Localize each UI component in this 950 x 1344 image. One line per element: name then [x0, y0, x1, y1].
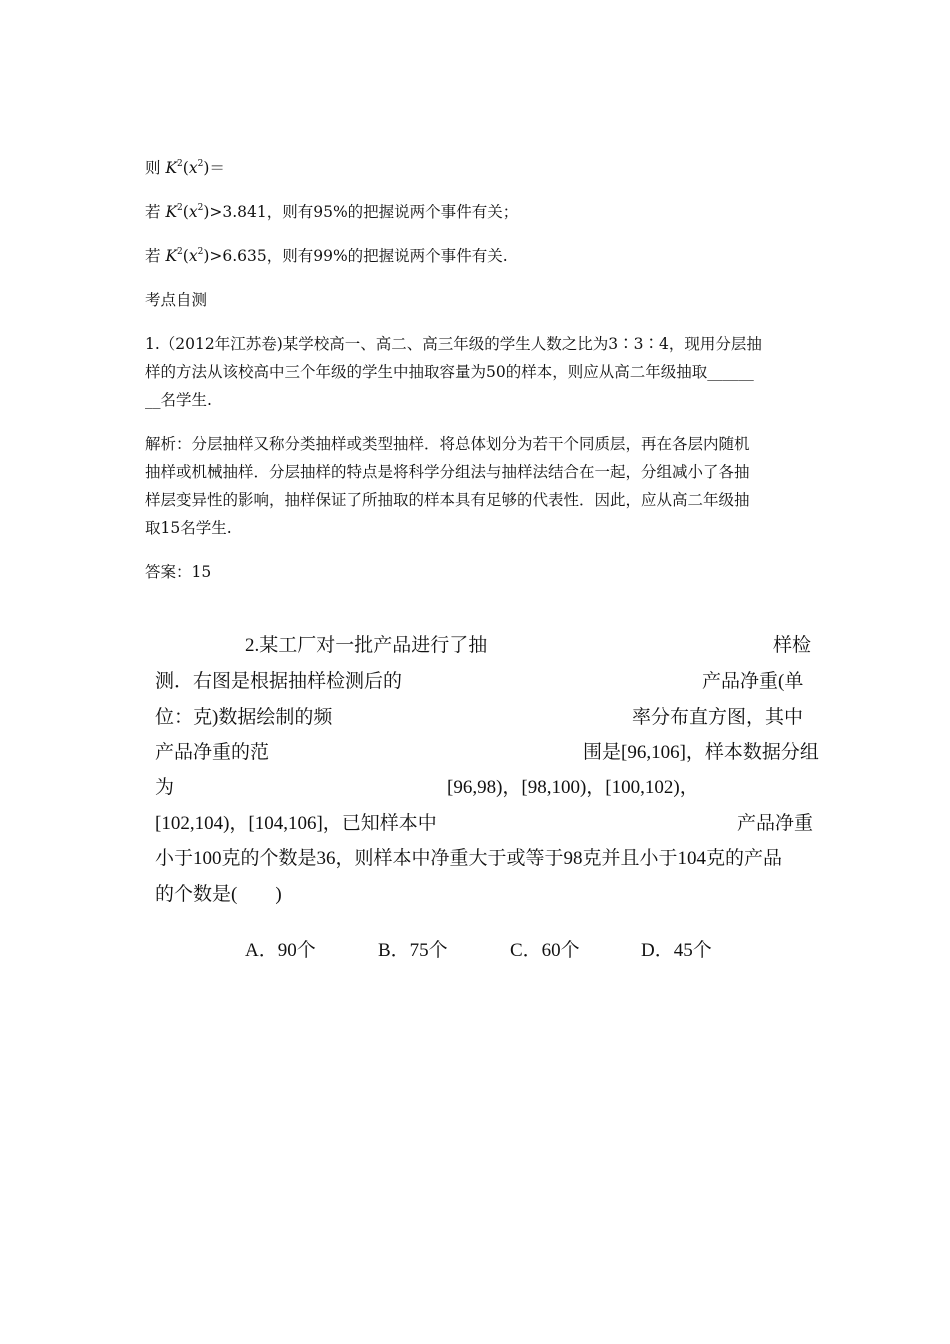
analysis-line-3: 样层变异性的影响，抽样保证了所抽取的样本具有足够的代表性．因此，应从高二年级抽	[145, 491, 750, 509]
x-symbol: x	[188, 203, 198, 221]
k2-prefix: 则	[145, 159, 166, 177]
paren-open: (	[182, 203, 189, 221]
x-exponent: 2	[197, 247, 204, 257]
paren-close: )	[203, 203, 210, 221]
q2-line-7: 小于100克的个数是36，则样本中净重大于或等于98克并且小于104克的产品	[155, 848, 783, 869]
analysis-line-4: 取15名学生.	[145, 519, 232, 537]
analysis-line-2: 抽样或机械抽样．分层抽样的特点是将科学分组法与抽样法结合在一起，分组减小了各抽	[145, 463, 750, 481]
x-exponent: 2	[197, 203, 204, 213]
rule-95-line	[145, 200, 518, 222]
k2-symbol: K	[165, 203, 178, 221]
q2-line-6-right: 产品净重	[737, 813, 814, 834]
k2-formula-line	[145, 156, 225, 178]
k2-exponent: 2	[177, 159, 183, 169]
paren-close: )	[203, 247, 210, 265]
x-symbol: x	[188, 247, 198, 265]
q2-line-1-right: 样检	[773, 635, 812, 656]
k2-suffix: ＝	[209, 159, 225, 177]
q2-line-1-left: 2.某工厂对一批产品进行了抽	[245, 635, 488, 656]
k2-exponent: 2	[177, 247, 183, 257]
option-d[interactable]: D．45个	[641, 940, 712, 961]
k2-symbol: K	[165, 247, 178, 265]
q1-line-2: 样的方法从该校高中三个年级的学生中抽取容量为50的样本，则应从高二年级抽取______	[145, 363, 754, 381]
q2-line-5-right: [96,98)，[98,100)，[100,102)，	[447, 777, 699, 798]
k2-exponent: 2	[177, 203, 183, 213]
answer-text: 答案：15	[145, 563, 212, 581]
q1-line-3: __名学生.	[145, 391, 212, 409]
paren-close: )	[203, 159, 210, 177]
rule-99-text: >6.635，则有99%的把握说两个事件有关.	[209, 247, 508, 265]
x-exponent: 2	[197, 159, 204, 169]
q2-line-2-left: 测．右图是根据抽样检测后的	[155, 671, 403, 692]
q2-line-8: 的个数是( )	[155, 884, 282, 905]
analysis-line-1: 解析：分层抽样又称分类抽样或类型抽样．将总体划分为若干个同质层，再在各层内随机	[145, 435, 750, 453]
q1-line-1: 1.（2012年江苏卷)某学校高一、高二、高三年级的学生人数之比为3∶3∶4，现用分层抽	[145, 335, 762, 353]
section-title: 考点自测	[145, 291, 208, 309]
q2-line-2-right: 产品净重(单	[702, 671, 804, 692]
option-a[interactable]: A．90个	[245, 940, 316, 961]
rule-99-line	[145, 244, 508, 266]
rule-prefix: 若	[145, 203, 166, 221]
q2-line-3-left: 位：克)数据绘制的频	[155, 707, 333, 728]
rule-95-text: >3.841，则有95%的把握说两个事件有关；	[209, 203, 519, 221]
q2-line-6-left: [102,104)，[104,106]，已知样本中	[155, 813, 437, 834]
paren-open: (	[182, 247, 189, 265]
option-b[interactable]: B．75个	[378, 940, 448, 961]
k2-symbol: K	[165, 159, 178, 177]
x-symbol: x	[188, 159, 198, 177]
q2-line-4-right: 围是[96,106]，样本数据分组	[583, 742, 819, 763]
q2-line-5-left: 为	[155, 777, 175, 798]
q2-line-3-right: 率分布直方图，其中	[632, 707, 804, 728]
option-c[interactable]: C．60个	[510, 940, 580, 961]
q2-line-4-left: 产品净重的范	[155, 742, 270, 763]
rule-prefix: 若	[145, 247, 166, 265]
paren-open: (	[182, 159, 189, 177]
